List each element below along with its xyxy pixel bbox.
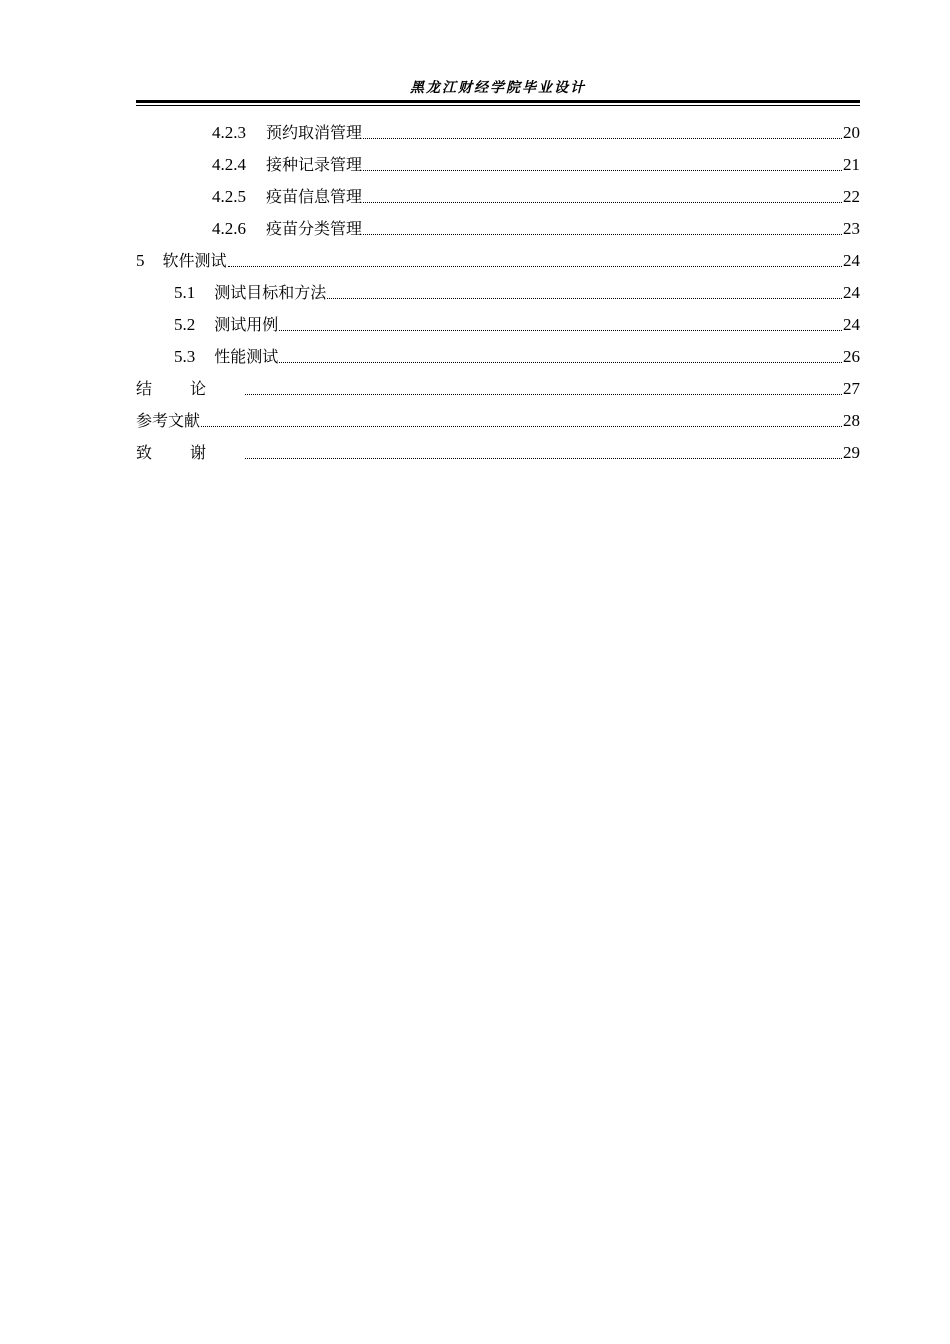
toc-entry-number: 5.1	[174, 283, 196, 302]
toc-entry-title: 测试目标和方法	[214, 283, 327, 302]
toc-entry-title: 接种记录管理	[266, 155, 363, 174]
toc-entry-number: 5	[136, 251, 145, 270]
toc-entry-page: 27	[843, 379, 860, 398]
toc-dot-leader	[279, 362, 842, 363]
toc-entry-5-1[interactable]	[136, 277, 860, 309]
toc-dot-leader	[228, 266, 842, 267]
toc-dot-leader	[327, 298, 842, 299]
toc-entry-title: 疫苗分类管理	[266, 219, 363, 238]
toc-entry-number: 4.2.5	[212, 187, 246, 206]
toc-dot-leader	[245, 458, 842, 459]
toc-entry-title: 致谢	[136, 443, 245, 462]
toc-entry-page: 20	[843, 123, 860, 142]
toc-entry-page: 28	[843, 411, 860, 430]
toc-entry-page: 22	[843, 187, 860, 206]
toc-dot-leader	[245, 394, 842, 395]
toc-entry-references[interactable]	[136, 405, 860, 437]
toc-entry-number: 4.2.6	[212, 219, 246, 238]
toc-entry-title: 软件测试	[162, 251, 227, 270]
toc-entry-conclusion[interactable]	[136, 373, 860, 405]
toc-entry-page: 23	[843, 219, 860, 238]
page-header-title: 黑龙江财经学院毕业设计	[410, 80, 586, 96]
toc-entry-number: 4.2.3	[212, 123, 246, 142]
toc-entry-page: 24	[843, 283, 860, 302]
toc-entry-5[interactable]	[136, 245, 860, 277]
toc-dot-leader	[363, 170, 842, 171]
toc-entry-page: 24	[843, 315, 860, 334]
toc-entry-number: 4.2.4	[212, 155, 246, 174]
toc-entry-page: 26	[843, 347, 860, 366]
toc-entry-5-3[interactable]	[136, 341, 860, 373]
toc-entry-title: 性能测试	[214, 347, 279, 366]
toc-entry-5-2[interactable]	[136, 309, 860, 341]
toc-entry-number: 5.3	[174, 347, 196, 366]
toc-entry-4-2-3[interactable]	[136, 117, 860, 149]
toc-entry-page: 24	[843, 251, 860, 270]
header-rule-thin	[136, 105, 860, 106]
toc-dot-leader	[363, 202, 842, 203]
toc-entry-title: 预约取消管理	[266, 123, 363, 142]
toc-entry-4-2-4[interactable]	[136, 149, 860, 181]
toc-entry-4-2-5[interactable]	[136, 181, 860, 213]
toc-dot-leader	[279, 330, 842, 331]
toc-entry-title: 疫苗信息管理	[266, 187, 363, 206]
toc-entry-number: 5.2	[174, 315, 196, 334]
toc-dot-leader	[363, 234, 842, 235]
toc-entry-title: 测试用例	[214, 315, 279, 334]
toc-entry-4-2-6[interactable]	[136, 213, 860, 245]
toc-entry-page: 21	[843, 155, 860, 174]
toc-dot-leader	[201, 426, 842, 427]
toc-entry-title: 结论	[136, 379, 245, 398]
header-rule-thick	[136, 100, 860, 103]
toc-entry-acknowledgements[interactable]	[136, 437, 860, 469]
toc-entry-page: 29	[843, 443, 860, 462]
table-of-contents	[136, 117, 860, 469]
toc-entry-title: 参考文献	[136, 411, 201, 430]
toc-dot-leader	[363, 138, 842, 139]
